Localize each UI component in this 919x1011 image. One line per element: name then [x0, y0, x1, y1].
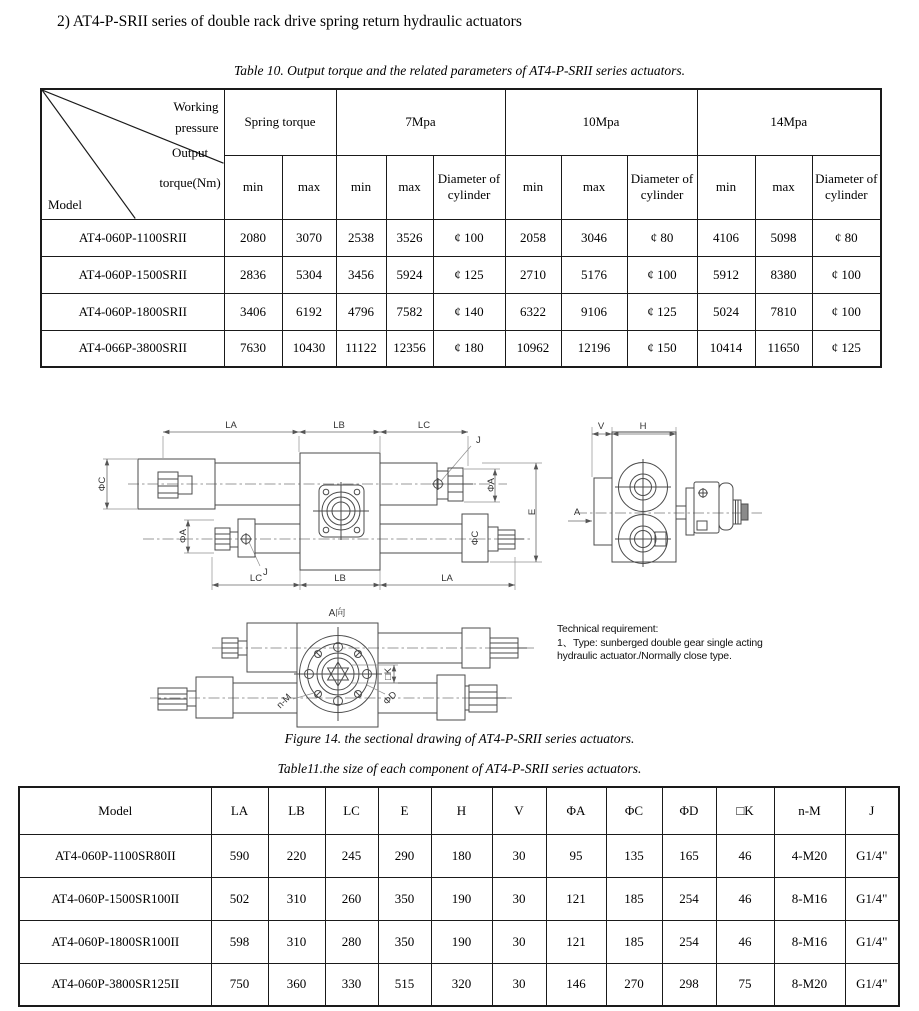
value-cell: G1/4": [845, 963, 899, 1006]
value-cell: ¢ 125: [627, 293, 697, 330]
value-cell: 7630: [224, 330, 282, 367]
table-row: [19, 787, 899, 834]
callout-label-j-bottom: J: [263, 567, 268, 578]
value-cell: 95: [546, 834, 606, 877]
group-header: 14Mpa: [697, 89, 881, 155]
value-cell: 5912: [697, 256, 755, 293]
value-cell: 2080: [224, 219, 282, 256]
sub-header: min: [224, 155, 282, 219]
value-cell: 9106: [561, 293, 627, 330]
column-header: □K: [716, 787, 774, 834]
value-cell: G1/4": [845, 834, 899, 877]
value-cell: 5098: [755, 219, 812, 256]
value-cell: 4-M20: [774, 834, 845, 877]
value-cell: ¢ 140: [433, 293, 505, 330]
value-cell: 5304: [282, 256, 336, 293]
value-cell: ¢ 100: [433, 219, 505, 256]
value-cell: 30: [492, 877, 546, 920]
value-cell: 4796: [336, 293, 386, 330]
value-cell: 30: [492, 963, 546, 1006]
value-cell: 180: [431, 834, 492, 877]
table-row: [41, 293, 881, 330]
corner-line: torque(Nm): [159, 175, 221, 190]
value-cell: 46: [716, 877, 774, 920]
dim-label-lb-bottom: LB: [334, 573, 346, 584]
value-cell: 75: [716, 963, 774, 1006]
value-cell: 5176: [561, 256, 627, 293]
dim-label-e: E: [527, 508, 538, 516]
table-row: [19, 963, 899, 1006]
model-cell: AT4-060P-1500SR100II: [19, 877, 211, 920]
column-header: V: [492, 787, 546, 834]
table-row: [41, 89, 881, 155]
value-cell: 350: [378, 920, 431, 963]
corner-line: pressure: [175, 120, 219, 135]
value-cell: 185: [606, 877, 662, 920]
dim-label-lc-top: LC: [417, 420, 431, 431]
technote-line: hydraulic actuator./Normally close type.: [557, 650, 732, 662]
value-cell: 502: [211, 877, 268, 920]
value-cell: 4106: [697, 219, 755, 256]
group-header: 7Mpa: [336, 89, 505, 155]
dim-label-lb-top: LB: [333, 420, 345, 431]
dim-label-lc-bottom: LC: [249, 573, 263, 584]
group-header: 10Mpa: [505, 89, 697, 155]
table-row: [19, 877, 899, 920]
value-cell: ¢ 150: [627, 330, 697, 367]
sub-header: min: [505, 155, 561, 219]
table-row: [41, 256, 881, 293]
value-cell: 320: [431, 963, 492, 1006]
value-cell: 310: [268, 877, 325, 920]
model-cell: AT4-060P-1800SRII: [41, 293, 224, 330]
table10-caption: Table 10. Output torque and the related parameters of AT4-P-SRII series actuators.: [233, 63, 686, 78]
side-view-drawing: [568, 421, 762, 567]
value-cell: 46: [716, 834, 774, 877]
sub-header: min: [336, 155, 386, 219]
value-cell: 8380: [755, 256, 812, 293]
value-cell: G1/4": [845, 920, 899, 963]
sub-header: max: [282, 155, 336, 219]
value-cell: 6192: [282, 293, 336, 330]
dim-label-la-top: LA: [225, 420, 237, 431]
value-cell: ¢ 100: [812, 256, 881, 293]
value-cell: 10430: [282, 330, 336, 367]
value-cell: 310: [268, 920, 325, 963]
model-cell: AT4-066P-3800SRII: [41, 330, 224, 367]
sub-header: min: [697, 155, 755, 219]
value-cell: 46: [716, 920, 774, 963]
value-cell: ¢ 180: [433, 330, 505, 367]
callout-label-j-top: J: [476, 435, 481, 446]
value-cell: 270: [606, 963, 662, 1006]
a-view-drawing: [150, 606, 534, 727]
corner-label-model: Model: [48, 196, 82, 212]
corner-line: Working: [173, 99, 219, 114]
value-cell: 10962: [505, 330, 561, 367]
value-cell: G1/4": [845, 877, 899, 920]
value-cell: 8-M16: [774, 877, 845, 920]
value-cell: 360: [268, 963, 325, 1006]
dim-label-h: H: [639, 421, 647, 432]
value-cell: 12196: [561, 330, 627, 367]
value-cell: 30: [492, 920, 546, 963]
column-header: H: [431, 787, 492, 834]
table11-caption: Table11.the size of each component of AT4-P-SRII series actuators.: [277, 761, 642, 776]
column-header: E: [378, 787, 431, 834]
value-cell: 12356: [386, 330, 433, 367]
value-cell: ¢ 125: [433, 256, 505, 293]
corner-label-output-torque: [134, 138, 224, 198]
table-row: [41, 330, 881, 367]
value-cell: ¢ 100: [627, 256, 697, 293]
value-cell: 298: [662, 963, 716, 1006]
value-cell: 8-M20: [774, 963, 845, 1006]
model-cell: AT4-060P-1500SRII: [41, 256, 224, 293]
value-cell: 260: [325, 877, 378, 920]
value-cell: 6322: [505, 293, 561, 330]
value-cell: 8-M16: [774, 920, 845, 963]
value-cell: 7810: [755, 293, 812, 330]
value-cell: 245: [325, 834, 378, 877]
technote-line: 1、Type: sunberged double gear single acting: [557, 636, 763, 649]
column-header: ΦA: [546, 787, 606, 834]
figure14-caption: Figure 14. the sectional drawing of AT4-P-SRII series actuators.: [284, 731, 635, 746]
value-cell: 11650: [755, 330, 812, 367]
value-cell: 11122: [336, 330, 386, 367]
model-cell: AT4-060P-3800SR125II: [19, 963, 211, 1006]
column-header: ΦC: [606, 787, 662, 834]
value-cell: 3070: [282, 219, 336, 256]
value-cell: ¢ 80: [627, 219, 697, 256]
value-cell: 280: [325, 920, 378, 963]
value-cell: 3526: [386, 219, 433, 256]
value-cell: 515: [378, 963, 431, 1006]
value-cell: 10414: [697, 330, 755, 367]
dim-label-phia-left: ΦA: [178, 529, 189, 543]
value-cell: ¢ 100: [812, 293, 881, 330]
value-cell: 2710: [505, 256, 561, 293]
column-header: LA: [211, 787, 268, 834]
sub-header: Diameter of cylinder: [433, 155, 505, 219]
column-header: J: [845, 787, 899, 834]
value-cell: ¢ 125: [812, 330, 881, 367]
value-cell: 290: [378, 834, 431, 877]
column-header: Model: [19, 787, 211, 834]
sub-header: max: [386, 155, 433, 219]
table10-corner-cell: [41, 89, 224, 219]
front-view-drawing: [97, 420, 542, 590]
column-header: LC: [325, 787, 378, 834]
sub-header: max: [755, 155, 812, 219]
value-cell: 121: [546, 920, 606, 963]
value-cell: 750: [211, 963, 268, 1006]
dim-label-la-bottom: LA: [441, 573, 453, 584]
corner-label-working-pressure: [173, 96, 218, 138]
view-label-a-view: A向: [328, 608, 346, 619]
value-cell: 598: [211, 920, 268, 963]
table11: [18, 786, 900, 1007]
value-cell: 330: [325, 963, 378, 1006]
table-row: [19, 834, 899, 877]
value-cell: 7582: [386, 293, 433, 330]
value-cell: 30: [492, 834, 546, 877]
dim-label-phic-left: ΦC: [97, 476, 108, 492]
dim-label-v: V: [597, 421, 605, 432]
value-cell: 190: [431, 877, 492, 920]
sub-header: max: [561, 155, 627, 219]
value-cell: 2538: [336, 219, 386, 256]
value-cell: 185: [606, 920, 662, 963]
value-cell: 3046: [561, 219, 627, 256]
column-header: n-M: [774, 787, 845, 834]
table-row: [19, 920, 899, 963]
group-header: Spring torque: [224, 89, 336, 155]
value-cell: 135: [606, 834, 662, 877]
model-cell: AT4-060P-1100SR80II: [19, 834, 211, 877]
value-cell: 2836: [224, 256, 282, 293]
value-cell: 220: [268, 834, 325, 877]
value-cell: 590: [211, 834, 268, 877]
value-cell: 254: [662, 920, 716, 963]
page-heading: 2) AT4-P-SRII series of double rack drive spring return hydraulic actuators: [57, 13, 522, 30]
dim-label-square-k: □K: [383, 667, 394, 681]
sub-header: Diameter of cylinder: [627, 155, 697, 219]
technote-line: Technical requirement:: [557, 623, 659, 635]
dim-label-n-m: n-M: [274, 691, 295, 712]
value-cell: 254: [662, 877, 716, 920]
value-cell: 121: [546, 877, 606, 920]
value-cell: 146: [546, 963, 606, 1006]
sub-header: Diameter of cylinder: [812, 155, 881, 219]
column-header: LB: [268, 787, 325, 834]
model-cell: AT4-060P-1100SRII: [41, 219, 224, 256]
figure14-drawing: [0, 405, 919, 750]
value-cell: 350: [378, 877, 431, 920]
table10: [40, 88, 882, 368]
column-header: ΦD: [662, 787, 716, 834]
value-cell: ¢ 80: [812, 219, 881, 256]
value-cell: 3456: [336, 256, 386, 293]
section-label-a: A: [573, 507, 581, 518]
table-row: [41, 219, 881, 256]
value-cell: 5924: [386, 256, 433, 293]
dim-label-phid: ΦD: [381, 689, 400, 708]
value-cell: 2058: [505, 219, 561, 256]
value-cell: 3406: [224, 293, 282, 330]
model-cell: AT4-060P-1800SR100II: [19, 920, 211, 963]
dim-label-phic-right: ΦC: [470, 530, 481, 546]
value-cell: 190: [431, 920, 492, 963]
corner-line: Output: [171, 145, 209, 160]
dim-label-phia-right: ΦA: [486, 478, 497, 492]
value-cell: 165: [662, 834, 716, 877]
technical-requirement-note: [557, 623, 763, 664]
value-cell: 5024: [697, 293, 755, 330]
